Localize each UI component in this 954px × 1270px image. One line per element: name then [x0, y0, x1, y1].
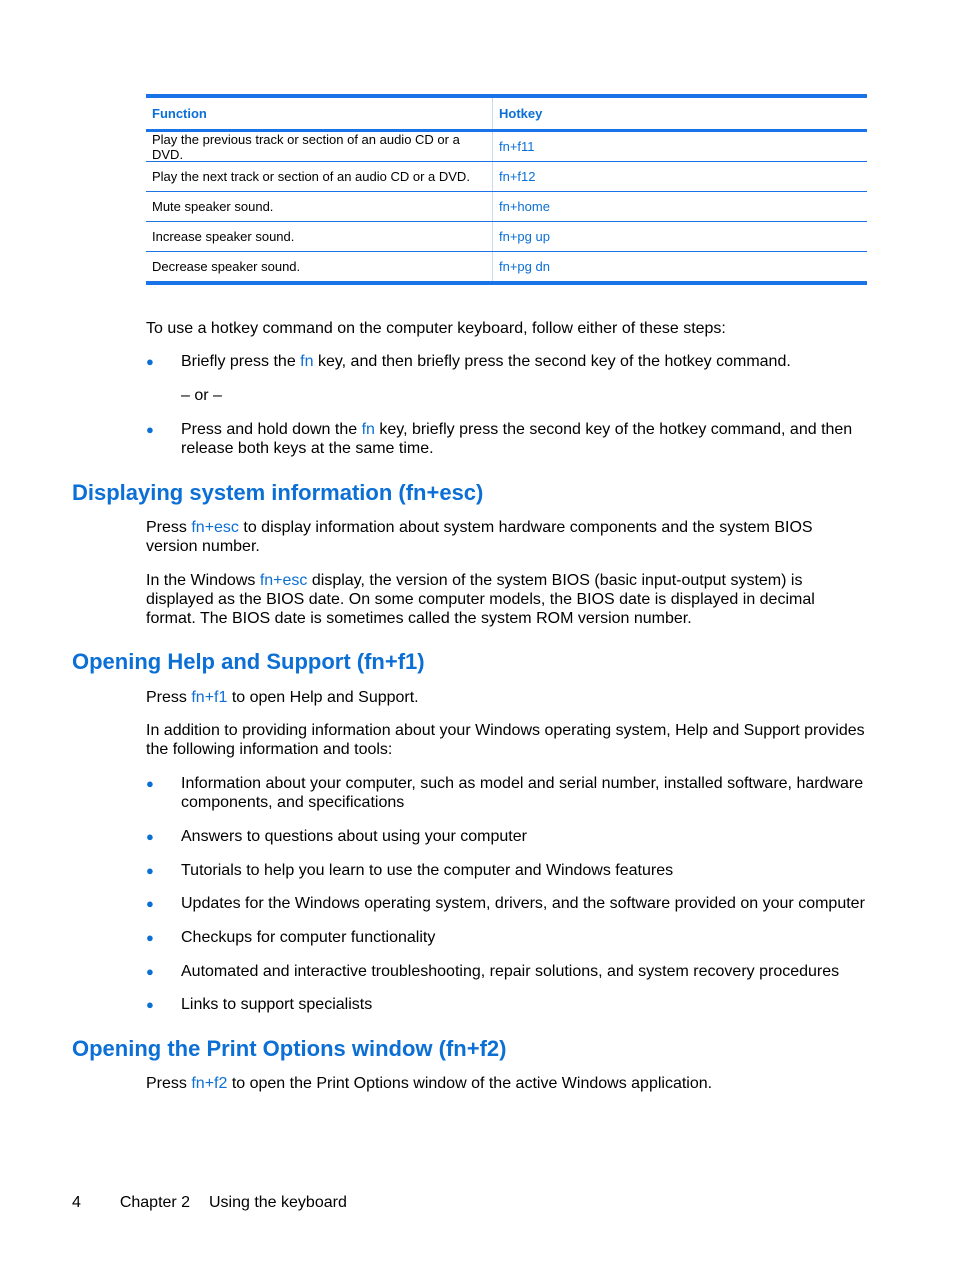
row-function: Increase speaker sound. [146, 222, 493, 251]
bullet-dot: ● [146, 829, 154, 844]
print-paragraph-1: Press fn+f2 to open the Print Options window of the active Windows application. [146, 1075, 713, 1092]
row-function: Mute speaker sound. [146, 192, 493, 221]
system-info-paragraph-2: In the Windows fn+esc display, the version of the system BIOS (basic input-output system) is displayed as the BIOS date. On some computer models, the BIOS date is displayed in decimal format. The BIOS date is sometimes called the system ROM version number. [146, 572, 815, 627]
section-heading-system-info: Displaying system information (fn+esc) [72, 480, 484, 505]
table-row [146, 222, 867, 252]
row-function: Play the previous track or section of an audio CD or a DVD. [146, 132, 493, 161]
system-info-paragraph-1: Press fn+esc to display information about system hardware components and the system BIOS version number. [146, 519, 813, 555]
footer-chapter: Chapter 2 [119, 1194, 191, 1211]
hotkey-table [146, 94, 867, 285]
row-hotkey: fn+pg dn [499, 259, 550, 274]
bullet-dot: ● [146, 422, 154, 437]
row-function: Play the next track or section of an audio CD or a DVD. [146, 162, 493, 191]
or-separator: – or – [181, 387, 222, 404]
fn-key: fn [361, 421, 375, 438]
hotkey-fn-f2: fn+f2 [191, 1075, 228, 1092]
bullet-dot: ● [146, 896, 154, 911]
header-hotkey: Hotkey [499, 106, 543, 121]
table-row [146, 192, 867, 222]
table-row [146, 162, 867, 192]
bullet-dot: ● [146, 776, 154, 791]
section-heading-help-support: Opening Help and Support (fn+f1) [72, 649, 425, 674]
row-hotkey: fn+f11 [499, 139, 535, 154]
page-footer [72, 1193, 347, 1212]
header-function: Function [146, 98, 493, 129]
table-bottom-rule [146, 281, 867, 285]
hotkey-fn-f1: fn+f1 [191, 689, 228, 706]
bullet-dot: ● [146, 997, 154, 1012]
hotkey-fn-esc: fn+esc [191, 519, 239, 536]
row-hotkey: fn+pg up [499, 229, 550, 244]
help-paragraph-2: In addition to providing information about your Windows operating system, Help and Support provides the following information and tools: [146, 722, 865, 758]
row-hotkey: fn+f12 [499, 169, 536, 184]
table-row [146, 252, 867, 281]
bullet-dot: ● [146, 964, 154, 979]
footer-title: Using the keyboard [208, 1194, 347, 1211]
fn-key: fn [300, 353, 314, 370]
intro-text: To use a hotkey command on the computer keyboard, follow either of these steps: [146, 320, 726, 337]
help-paragraph-1: Press fn+f1 to open Help and Support. [146, 689, 419, 706]
bullet-dot: ● [146, 354, 154, 369]
row-function: Decrease speaker sound. [146, 252, 493, 281]
table-row [146, 132, 867, 162]
bullet-dot: ● [146, 930, 154, 945]
bullet-dot: ● [146, 863, 154, 878]
row-hotkey: fn+home [499, 199, 550, 214]
hotkey-fn-esc: fn+esc [259, 572, 308, 589]
page-number: 4 [72, 1194, 81, 1211]
section-heading-print-options: Opening the Print Options window (fn+f2) [72, 1036, 507, 1061]
table-header [146, 98, 867, 129]
